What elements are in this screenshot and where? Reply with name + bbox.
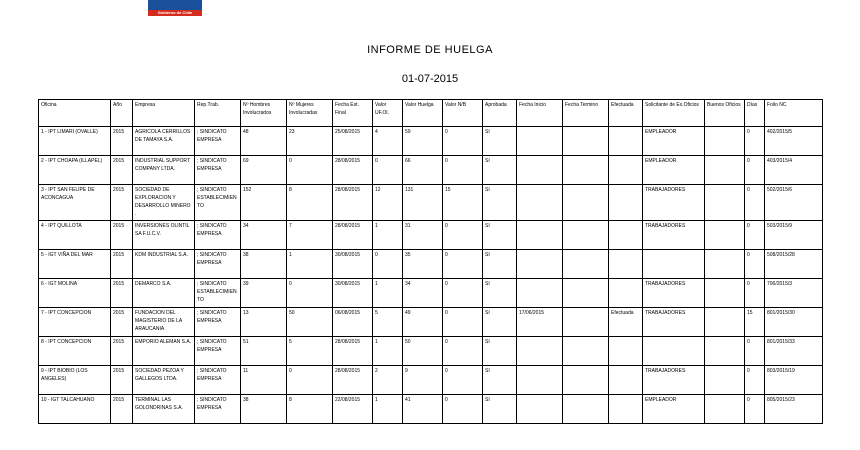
table-cell: 801/2015/33 (765, 337, 823, 366)
table-cell (517, 395, 563, 424)
table-cell: ; SINDICATO EMPRESA (195, 366, 241, 395)
table-cell: SI (483, 127, 517, 156)
table-cell: 15 (745, 308, 765, 337)
table-row (39, 337, 823, 366)
column-header: Oficina (39, 100, 111, 127)
table-row (39, 366, 823, 395)
table-cell (517, 366, 563, 395)
table-cell (705, 395, 745, 424)
table-cell: 2015 (111, 127, 133, 156)
table-cell: 6 - IGT MOLINA (39, 279, 111, 308)
table-cell: EMPLEADOR (643, 127, 705, 156)
table-row (39, 127, 823, 156)
table-cell (609, 185, 643, 221)
table-cell: Efectuada (609, 308, 643, 337)
table-row (39, 279, 823, 308)
table-cell: 0 (745, 127, 765, 156)
table-cell (517, 127, 563, 156)
table-cell: 152 (241, 185, 287, 221)
table-cell: 1 (373, 337, 403, 366)
table-cell: 28/08/2015 (333, 221, 373, 250)
table-cell: 2015 (111, 250, 133, 279)
table-cell: 0 (745, 279, 765, 308)
column-header: Buenos Oficios (705, 100, 745, 127)
table-cell: 34 (241, 221, 287, 250)
table-cell: 0 (745, 185, 765, 221)
table-cell: 0 (443, 366, 483, 395)
table-cell: 508/2015/28 (765, 250, 823, 279)
table-cell: AGRICOLA CERRILLOS DE TAMAYA S.A. (133, 127, 195, 156)
table-cell (705, 250, 745, 279)
table-cell: 4 (373, 127, 403, 156)
table-cell: 801/2015/30 (765, 308, 823, 337)
report-date: 01-07-2015 (401, 73, 459, 85)
table-cell: 31 (403, 221, 443, 250)
column-header: Efectuada (609, 100, 643, 127)
logo-text: Gobierno de Chile (157, 10, 193, 15)
table-cell: 402/2015/5 (765, 127, 823, 156)
table-cell (563, 337, 609, 366)
table-cell: 1 (373, 221, 403, 250)
column-header: Folio NC (765, 100, 823, 127)
table-cell: SI (483, 395, 517, 424)
table-cell: SI (483, 279, 517, 308)
table-cell: 66 (403, 156, 443, 185)
table-cell: ; SINDICATO EMPRESA (195, 337, 241, 366)
table-cell (705, 366, 745, 395)
table-cell: 0 (745, 156, 765, 185)
table-cell: EMPLEADOR (643, 395, 705, 424)
table-cell: 25/08/2015 (333, 127, 373, 156)
table-cell: TRABAJADORES (643, 308, 705, 337)
table-cell: 17/06/2015 (517, 308, 563, 337)
table-cell: ; SINDICATO EMPRESA (195, 308, 241, 337)
table-cell: 0 (443, 221, 483, 250)
table-cell: 7 - IPT CONCEPCION (39, 308, 111, 337)
column-header: Nº Mujeres Involucradas (287, 100, 333, 127)
table-cell: 2015 (111, 156, 133, 185)
table-cell: 11 (241, 366, 287, 395)
table-cell (517, 250, 563, 279)
column-header: Valor N/B (443, 100, 483, 127)
table-cell (563, 127, 609, 156)
table-cell: 4 - IPT QUILLOTA (39, 221, 111, 250)
table-cell: 8 (287, 185, 333, 221)
table-cell: 0 (287, 366, 333, 395)
table-cell (517, 185, 563, 221)
table-cell: 8 - IPT CONCEPCION (39, 337, 111, 366)
table-cell: 69 (241, 156, 287, 185)
column-header: Año (111, 100, 133, 127)
table-cell: 7 (287, 221, 333, 250)
table-cell: 12 (373, 185, 403, 221)
table-cell (563, 250, 609, 279)
column-header: Aprobada (483, 100, 517, 127)
table-cell (609, 395, 643, 424)
table-cell: 41 (403, 395, 443, 424)
table-cell: 06/08/2015 (333, 308, 373, 337)
table-row (39, 156, 823, 185)
table-cell: 502/2015/6 (765, 185, 823, 221)
table-cell (643, 250, 705, 279)
table-cell: 0 (745, 250, 765, 279)
table-cell (563, 366, 609, 395)
table-cell: 1 (373, 395, 403, 424)
table-cell: 10 - IGT TALCAHUANO (39, 395, 111, 424)
table-cell: 5 - IGT VIÑA DEL MAR (39, 250, 111, 279)
table-cell: 8 (287, 395, 333, 424)
table-cell: TRABAJADORES (643, 279, 705, 308)
strike-report-table (38, 99, 823, 424)
table-cell: 0 (745, 395, 765, 424)
column-header: Días (745, 100, 765, 127)
table-cell: 38 (241, 395, 287, 424)
table-cell (609, 366, 643, 395)
table-cell: 9 - IPT BIOBIO (LOS ANGELES) (39, 366, 111, 395)
table-cell: 0 (443, 308, 483, 337)
table-cell (517, 221, 563, 250)
table-cell (705, 279, 745, 308)
table-row (39, 250, 823, 279)
table-cell: KDM INDUSTRIAL S.A. (133, 250, 195, 279)
table-cell (609, 250, 643, 279)
table-cell: EMPORIO ALEMAN S.A. (133, 337, 195, 366)
table-cell: 0 (443, 395, 483, 424)
table-cell: SI (483, 185, 517, 221)
table-cell: 131 (403, 185, 443, 221)
table-cell: SI (483, 308, 517, 337)
table-cell: 15 (443, 185, 483, 221)
table-cell (563, 308, 609, 337)
table-cell (609, 337, 643, 366)
table-cell: 30/08/2015 (333, 279, 373, 308)
column-header: Rep.Trab. (195, 100, 241, 127)
table-header-row (39, 100, 823, 127)
column-header: Nº Hombres Involucrados (241, 100, 287, 127)
table-cell (705, 337, 745, 366)
table-cell: 13 (241, 308, 287, 337)
table-cell (705, 185, 745, 221)
table-cell: 5 (373, 308, 403, 337)
table-cell: 35 (403, 250, 443, 279)
table-cell: 23 (287, 127, 333, 156)
table-cell (609, 156, 643, 185)
table-cell: TRABAJADORES (643, 366, 705, 395)
table-cell: INDUSTRIAL SUPPORT COMPANY LTDA. (133, 156, 195, 185)
table-body (39, 127, 823, 424)
table-row (39, 308, 823, 337)
table-cell: 9 (403, 366, 443, 395)
table-cell: ; SINDICATO EMPRESA (195, 156, 241, 185)
table-cell (705, 221, 745, 250)
table-cell: 28/08/2015 (333, 185, 373, 221)
column-header: Fecha Termino (563, 100, 609, 127)
table-cell: ; SINDICATO EMPRESA (195, 395, 241, 424)
table-cell: 28/08/2015 (333, 337, 373, 366)
table-cell: ; SINDICATO EMPRESA (195, 221, 241, 250)
table-cell: 0 (745, 366, 765, 395)
table-cell: SOCIEDAD PEZOA Y GALLEGOS LTDA. (133, 366, 195, 395)
table-cell (609, 279, 643, 308)
table-cell: TERMINAL LAS GOLONDRINAS S.A. (133, 395, 195, 424)
table-cell (705, 127, 745, 156)
gobierno-logo (148, 0, 202, 16)
table-cell (563, 156, 609, 185)
table-cell (563, 279, 609, 308)
table-cell: ; SINDICATO EMPRESA (195, 250, 241, 279)
table-cell: 0 (443, 250, 483, 279)
table-cell (517, 279, 563, 308)
table-cell: SI (483, 337, 517, 366)
table-cell: 2015 (111, 337, 133, 366)
table-cell: ; SINDICATO EMPRESA (195, 127, 241, 156)
table-cell: 1 (287, 250, 333, 279)
column-header: Valor Huelga (403, 100, 443, 127)
table-cell: 28/08/2015 (333, 156, 373, 185)
table-cell: 503/2015/9 (765, 221, 823, 250)
table-cell: 38 (241, 250, 287, 279)
table-row (39, 185, 823, 221)
table-cell: TRABAJADORES (643, 221, 705, 250)
column-header: Solicitante de Ex.Oficios (643, 100, 705, 127)
column-header: Fecha Inicio (517, 100, 563, 127)
table-cell: 34 (403, 279, 443, 308)
table-cell: SI (483, 221, 517, 250)
table-cell (517, 156, 563, 185)
column-header: Empresa (133, 100, 195, 127)
table-cell (609, 127, 643, 156)
table-cell: 51 (241, 337, 287, 366)
table-cell: 0 (287, 156, 333, 185)
table-cell: 803/2015/19 (765, 366, 823, 395)
table-cell: 0 (443, 279, 483, 308)
table-cell (517, 337, 563, 366)
table-cell: 28/08/2015 (333, 366, 373, 395)
table-cell: SI (483, 156, 517, 185)
table-cell: 2015 (111, 185, 133, 221)
table-cell (563, 221, 609, 250)
table-cell: 50 (403, 337, 443, 366)
table-cell: 49 (403, 308, 443, 337)
table-cell: ; SINDICATO ESTABLECIMIENTO (195, 185, 241, 221)
table-cell: SI (483, 250, 517, 279)
table-cell: 50 (287, 308, 333, 337)
column-header: Fecha Est. Final (333, 100, 373, 127)
table-cell: 2015 (111, 279, 133, 308)
table-cell: 0 (373, 156, 403, 185)
table-cell: DEMARCO S.A. (133, 279, 195, 308)
table-cell (643, 337, 705, 366)
table-cell (563, 395, 609, 424)
table-cell (705, 156, 745, 185)
table-cell: 0 (745, 221, 765, 250)
table-cell: 30/08/2015 (333, 250, 373, 279)
table-cell: 0 (745, 337, 765, 366)
table-cell: 0 (373, 250, 403, 279)
table-row (39, 395, 823, 424)
table-cell: SI (483, 366, 517, 395)
table-cell: SOCIEDAD DE EXPLORACION Y DESARROLLO MINERO . (133, 185, 195, 221)
table-cell: 1 (373, 279, 403, 308)
table-cell: 805/2015/23 (765, 395, 823, 424)
table-cell: INVERSIONES OLINTIL SA F.U.C.V. (133, 221, 195, 250)
table-cell: 22/08/2015 (333, 395, 373, 424)
table-cell: 2 - IPT CHOAPA (ILLAPEL) (39, 156, 111, 185)
table-cell: 5 (287, 337, 333, 366)
table-cell: 3 - IPT SAN FELIPE DE ACONCAGUA (39, 185, 111, 221)
table-cell: FUNDACION DEL MAGISTERIO DE LA ARAUCANIA (133, 308, 195, 337)
table-cell: 403/2015/4 (765, 156, 823, 185)
table-cell (609, 221, 643, 250)
table-cell: 706/2015/3 (765, 279, 823, 308)
table-cell: 1 - IPT LIMARI (OVALLE) (39, 127, 111, 156)
table-cell: EMPLEADOR (643, 156, 705, 185)
column-header: Valor UF.Ol. (373, 100, 403, 127)
table-cell (563, 185, 609, 221)
table-cell: 59 (403, 127, 443, 156)
table-cell: 0 (443, 156, 483, 185)
table-cell: ; SINDICATO ESTABLECIMIENTO (195, 279, 241, 308)
table-cell (705, 308, 745, 337)
report-title: INFORME DE HUELGA (367, 44, 493, 56)
table-cell: 0 (443, 337, 483, 366)
table-cell: 2015 (111, 366, 133, 395)
table-cell: 0 (443, 127, 483, 156)
table-cell: 2015 (111, 395, 133, 424)
table-cell: 2015 (111, 221, 133, 250)
table-cell: 2015 (111, 308, 133, 337)
table-row (39, 221, 823, 250)
table-cell: 48 (241, 127, 287, 156)
table-cell: 2 (373, 366, 403, 395)
table-cell: 39 (241, 279, 287, 308)
table-cell: TRABAJADORES (643, 185, 705, 221)
table-cell: 0 (287, 279, 333, 308)
